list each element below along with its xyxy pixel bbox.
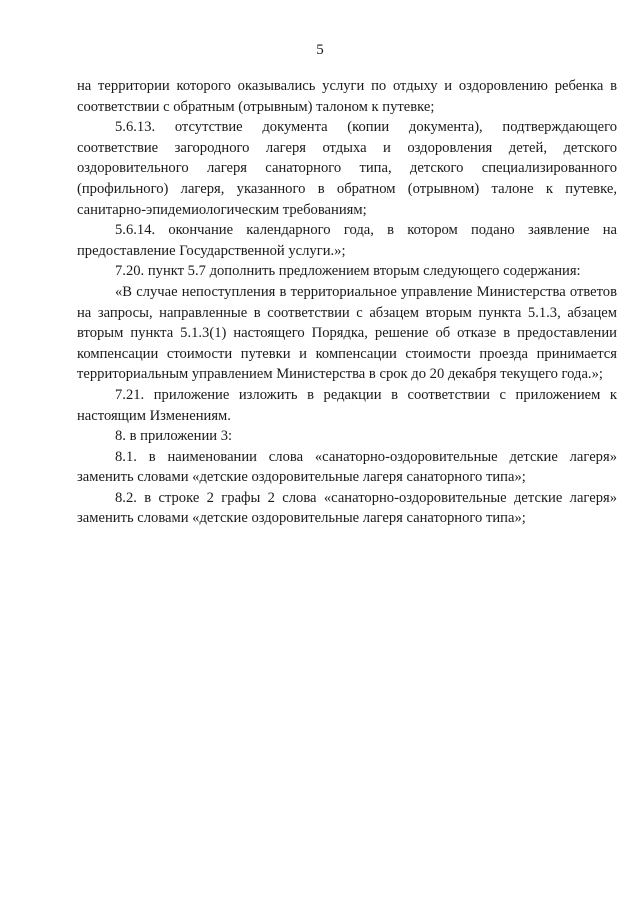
paragraph-continuation: на территории которого оказывались услуги по отдыху и оздоровлению ребенка в соответствии с обратным (отрывным) талоном к путевке;: [77, 78, 617, 115]
paragraph-5-6-14: 5.6.14. окончание календарного года, в котором подано заявление на предоставление Государственной услуги.»;: [77, 222, 617, 259]
paragraph-5-6-13: 5.6.13. отсутствие документа (копии документа), подтверждающего соответствие загородного лагеря отдыха и оздоровления детей, детского оздоровительного лагеря санаторного типа, детского специализированного (профильного) лагеря, указанного в обратном (отрывном) талоне к путевке, санитарно-эпидемиологическим требованиям;: [77, 119, 617, 218]
paragraph-7-21: 7.21. приложение изложить в редакции в соответствии с приложением к настоящим Изменениям.: [77, 386, 617, 424]
paragraph-8-1: 8.1. в наименовании слова «санаторно-оздоровительные детские лагеря» заменить словами «детские оздоровительные лагеря санаторного типа»;: [77, 448, 617, 486]
paragraph-8-2: 8.2. в строке 2 графы 2 слова «санаторно-оздоровительные детские лагеря» заменить словами «детские оздоровительные лагеря санаторного типа»;: [77, 489, 617, 527]
paragraph-8: 8. в приложении 3:: [115, 428, 233, 445]
page-number: 5: [316, 42, 324, 58]
paragraph-7-20: 7.20. пункт 5.7 дополнить предложением вторым следующего содержания:: [115, 263, 581, 280]
document-body: [77, 76, 617, 529]
paragraph-quote-5-7: «В случае непоступления в территориальное управление Министерства ответов на запросы, направленные в соответствии с абзацем вторым пункта 5.1.3, абзацем вторым пункта 5.1.3(1) настоящего Порядка, решение об отказе в предоставлении компенсации стоимости путевки и компенсации стоимости проезда принимается территориальным управлением Министерства в срок до 20 декабря текущего года.»;: [77, 283, 617, 383]
